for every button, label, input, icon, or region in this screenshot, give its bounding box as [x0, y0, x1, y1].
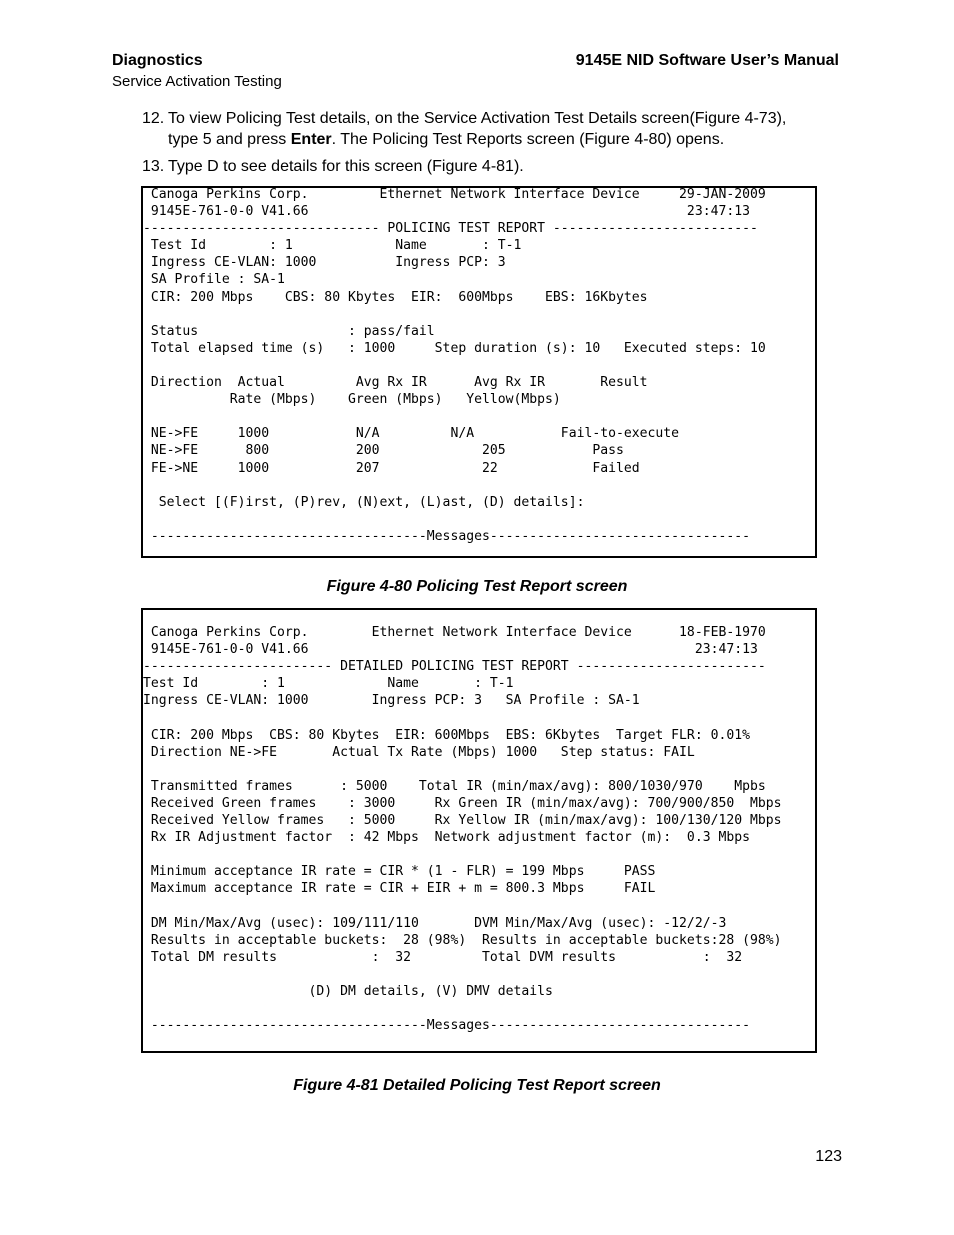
terminal-line: Received Green frames : 3000 Rx Green IR (min/max/avg): 700/900/850 Mbps — [143, 795, 782, 811]
terminal-line: Received Yellow frames : 5000 Rx Yellow IR (min/max/avg): 100/130/120 Mbps — [143, 813, 782, 829]
figure-80-caption: Figure 4-80 Policing Test Report screen — [326, 578, 628, 595]
terminal-line: Total DM results : 32 Total DVM results : 32 — [143, 949, 743, 965]
subsection-title: Service Activation Testing — [112, 73, 282, 90]
terminal-line: Minimum acceptance IR rate = CIR * (1 - FLR) = 199 Mbps PASS — [143, 864, 656, 880]
terminal-line: Results in acceptable buckets: 28 (98%) Results in acceptable buckets:28 (98%) — [143, 932, 782, 948]
step-number: 12. — [142, 110, 165, 127]
terminal-line: Test Id : 1 Name : T-1 — [143, 238, 522, 254]
manual-title: 9145E NID Software User’s Manual — [575, 52, 839, 69]
terminal-line: Ingress CE-VLAN: 1000 Ingress PCP: 3 SA Profile : SA-1 — [143, 693, 640, 709]
terminal-line: Direction Actual Avg Rx IR Avg Rx IR Result — [143, 375, 648, 391]
enter-key-label: Enter — [290, 131, 332, 148]
policing-test-report-screen — [141, 186, 817, 558]
terminal-line: Canoga Perkins Corp. Ethernet Network Interface Device 29-JAN-2009 — [143, 187, 766, 202]
terminal-line: 9145E-761-0-0 V41.66 23:47:13 — [143, 204, 750, 220]
terminal-line: CIR: 200 Mbps CBS: 80 Kbytes EIR: 600Mbps EBS: 6Kbytes Target FLR: 0.01% — [143, 727, 750, 743]
terminal-line: ------------------------ DETAILED POLICING TEST REPORT ------------------------ — [143, 659, 766, 675]
terminal-line: Direction NE->FE Actual Tx Rate (Mbps) 1000 Step status: FAIL — [143, 744, 695, 760]
terminal-line: Transmitted frames : 5000 Total IR (min/max/avg): 800/1030/970 Mpbs — [143, 778, 766, 794]
terminal-line: DM Min/Max/Avg (usec): 109/111/110 DVM Min/Max/Avg (usec): -12/2/-3 — [143, 915, 727, 931]
terminal-line: Ingress CE-VLAN: 1000 Ingress PCP: 3 — [143, 255, 506, 271]
figure-81-caption: Figure 4-81 Detailed Policing Test Report screen — [293, 1077, 661, 1094]
detailed-policing-test-report-screen — [141, 608, 817, 1053]
terminal-line: Rate (Mbps) Green (Mbps) Yellow(Mbps) — [143, 392, 561, 408]
terminal-line: FE->NE 1000 207 22 Failed — [143, 460, 640, 476]
section-title: Diagnostics — [112, 52, 203, 69]
terminal-line: Test Id : 1 Name : T-1 — [143, 676, 514, 692]
terminal-line: Total elapsed time (s) : 1000 Step duration (s): 10 Executed steps: 10 — [143, 340, 766, 356]
step-text-end: . The Policing Test Reports screen (Figure 4-80) opens. — [331, 131, 725, 148]
step-text-continued: type 5 and press — [168, 131, 291, 148]
terminal-line: (D) DM details, (V) DMV details — [143, 983, 553, 999]
terminal-text — [143, 610, 815, 1034]
step-number: 13. — [142, 158, 165, 175]
terminal-line: SA Profile : SA-1 — [143, 272, 285, 288]
terminal-line: Canoga Perkins Corp. Ethernet Network Interface Device 18-FEB-1970 — [143, 625, 766, 640]
step-12 — [142, 108, 842, 150]
terminal-line: Maximum acceptance IR rate = CIR + EIR + m = 800.3 Mbps FAIL — [143, 881, 656, 897]
terminal-line: ------------------------------ POLICING TEST REPORT -------------------------- — [143, 221, 758, 237]
step-text: To view Policing Test details, on the Service Activation Test Details screen(Figure 4-73), — [168, 110, 787, 127]
terminal-line: Rx IR Adjustment factor : 42 Mbps Network adjustment factor (m): 0.3 Mbps — [143, 830, 750, 846]
terminal-line: -----------------------------------Messages--------------------------------- — [143, 528, 750, 544]
page-number: 123 — [815, 1148, 842, 1165]
step-text: Type D to see details for this screen (Figure 4-81). — [168, 158, 524, 175]
terminal-line: Select [(F)irst, (P)rev, (N)ext, (L)ast, (D) details]: — [143, 494, 585, 510]
terminal-line: -----------------------------------Messages--------------------------------- — [143, 1018, 750, 1034]
terminal-line: 9145E-761-0-0 V41.66 23:47:13 — [143, 642, 758, 658]
terminal-text — [143, 186, 815, 545]
terminal-line: NE->FE 800 200 205 Pass — [143, 443, 624, 459]
step-13 — [142, 156, 842, 177]
terminal-line: NE->FE 1000 N/A N/A Fail-to-execute — [143, 426, 680, 442]
terminal-line: Status : pass/fail — [143, 323, 435, 339]
terminal-line: CIR: 200 Mbps CBS: 80 Kbytes EIR: 600Mbps EBS: 16Kbytes — [143, 289, 648, 305]
